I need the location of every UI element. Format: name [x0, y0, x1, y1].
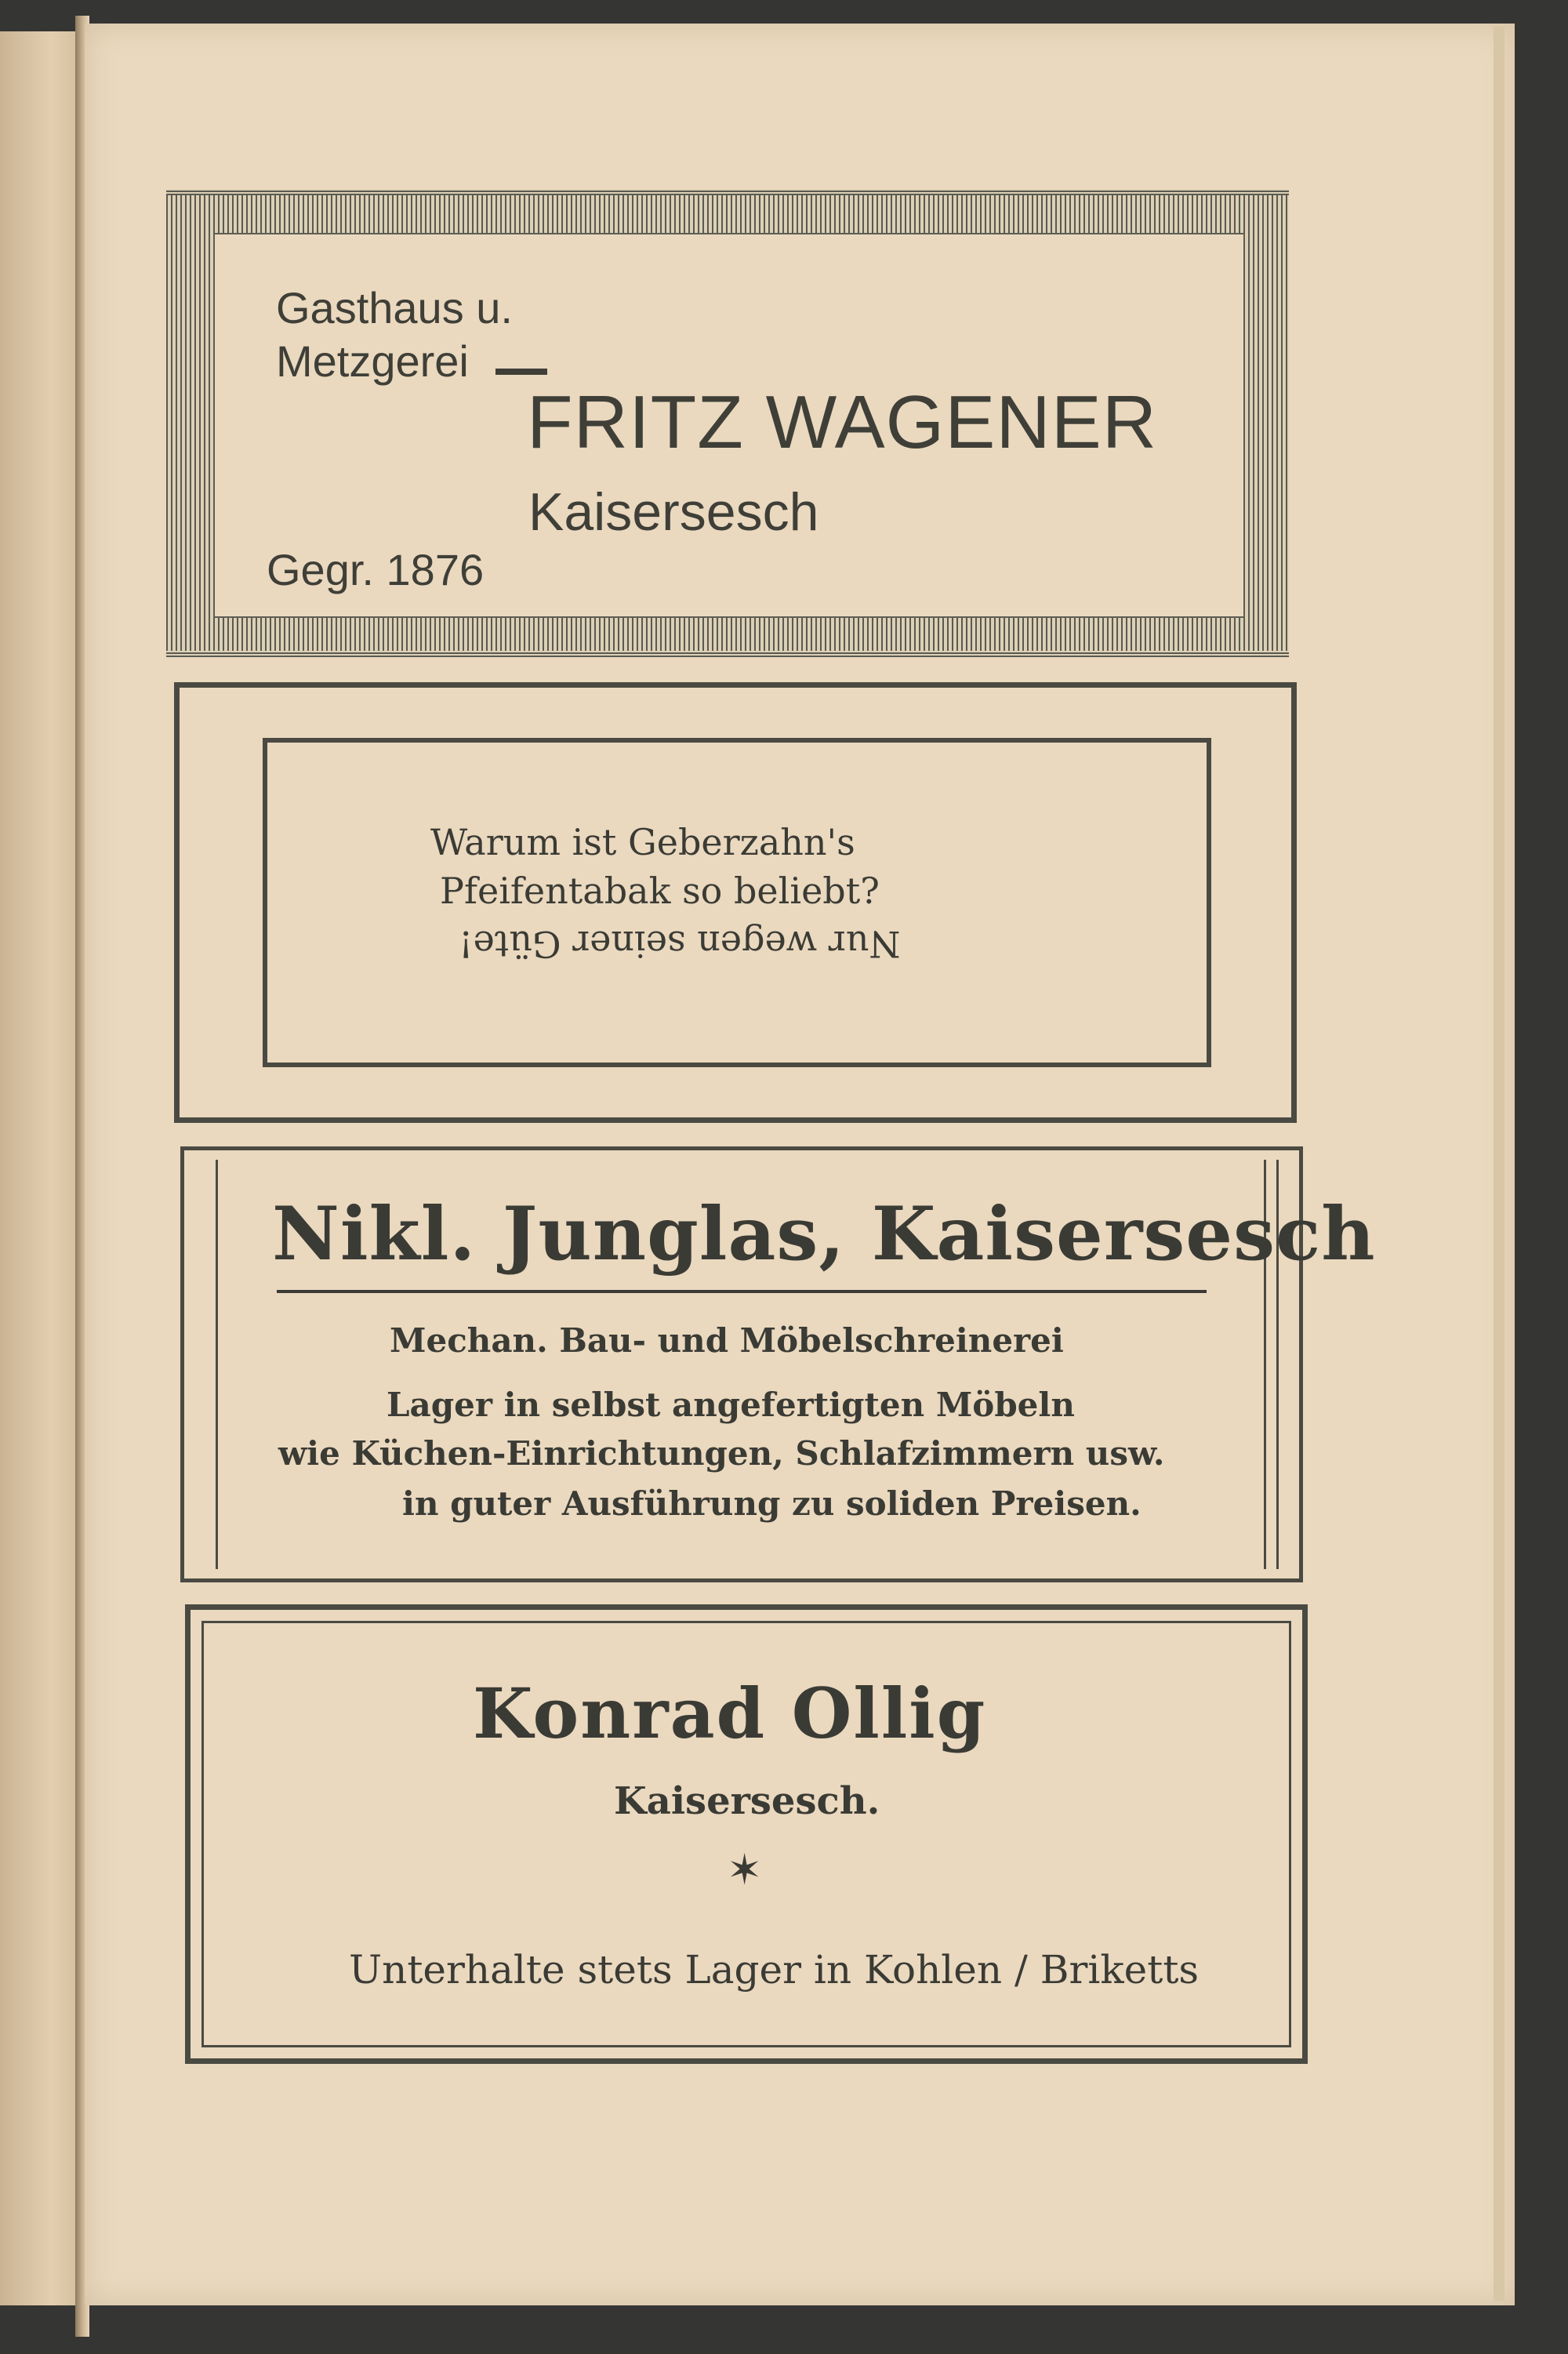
hatched-rule-top — [166, 189, 1289, 195]
ad-junglas — [180, 1146, 1376, 1582]
junglas-line2: Lager in selbst angefertigten Möbeln — [387, 1386, 1075, 1424]
tobacco-question-line1: Warum ist Geberzahn's — [430, 821, 855, 863]
wagener-line2: Metzgerei — [276, 336, 469, 386]
junglas-line3: wie Küchen-Einrichtungen, Schlafzimmern usw. — [278, 1434, 1165, 1473]
ad-tobacco — [174, 682, 1297, 1123]
tobacco-answer-upside-down: Nur wegen seiner Güte! — [459, 923, 901, 965]
junglas-title: Nikl. Junglas, Kaisersesch — [272, 1191, 1376, 1277]
wagener-dash — [495, 369, 547, 375]
ad-ollig — [185, 1604, 1308, 2064]
ollig-name: Konrad Ollig — [473, 1673, 987, 1754]
wagener-name: FRITZ WAGENER — [527, 380, 1158, 464]
junglas-line4: in guter Ausführung zu soliden Preisen. — [402, 1484, 1142, 1523]
ollig-stock-line: Unterhalte stets Lager in Kohlen / Briketts — [349, 1947, 1200, 1993]
wagener-line1: Gasthaus u. — [276, 283, 513, 332]
facing-page — [0, 31, 85, 2305]
hatched-rule-bottom — [166, 651, 1289, 657]
star-icon: ✶ — [727, 1845, 763, 1894]
wagener-city: Kaisersesch — [528, 482, 819, 542]
junglas-line1: Mechan. Bau- und Möbelschreinerei — [390, 1321, 1064, 1360]
page-edge — [1494, 27, 1504, 2301]
wagener-founded: Gegr. 1876 — [267, 545, 485, 594]
ollig-city: Kaisersesch. — [614, 1779, 880, 1823]
junglas-title-rule — [277, 1290, 1207, 1293]
tobacco-question-line2: Pfeifentabak so beliebt? — [440, 870, 880, 912]
